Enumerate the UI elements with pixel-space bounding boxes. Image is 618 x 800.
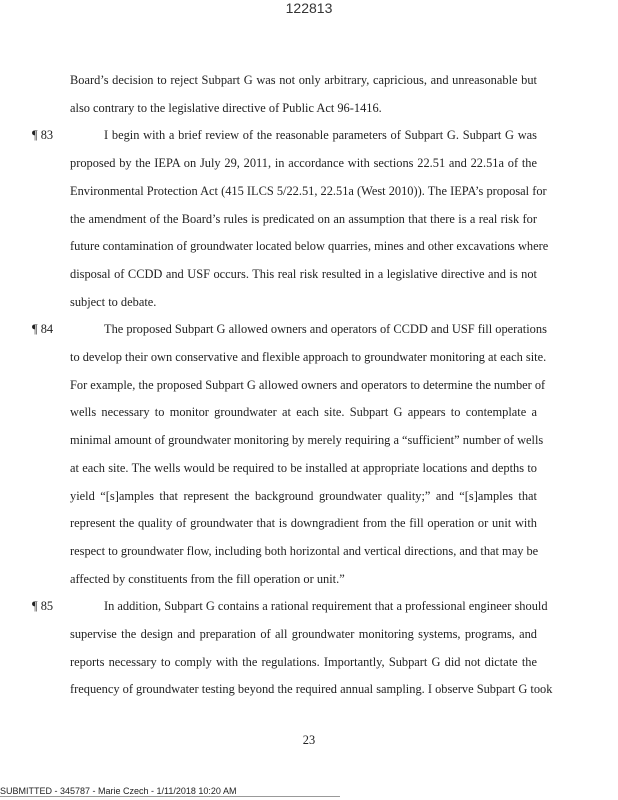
page-number: 23: [302, 733, 316, 747]
text-line: I begin with a brief review of the reasonable parameters of Subpart G. Subpart G was: [104, 128, 537, 143]
text-line: For example, the proposed Subpart G allowed owners and operators to determine the number of: [70, 377, 546, 392]
submission-stamp: SUBMITTED - 345787 - Marie Czech - 1/11/2018 10:20 AM: [0, 786, 340, 797]
text-line: disposal of CCDD and USF occurs. This real risk resulted in a legislative directive and is not: [70, 266, 537, 281]
text-line: frequency of groundwater testing beyond the required annual sampling. I observe Subpart G took: [70, 682, 553, 697]
text-line: also contrary to the legislative directive of Public Act 96-1416.: [70, 100, 382, 115]
text-line: The proposed Subpart G allowed owners and operators of CCDD and USF fill operations: [104, 322, 547, 337]
paragraph-number: ¶ 85: [32, 599, 54, 614]
text-line: supervise the design and preparation of all groundwater monitoring systems, programs, and: [70, 627, 537, 641]
text-line: yield “[s]amples that represent the background groundwater quality;” and “[s]amples that: [70, 488, 537, 503]
text-line: wells necessary to monitor groundwater at each site. Subpart G appears to contemplate a: [70, 405, 537, 420]
text-line: affected by constituents from the fill operation or unit.”: [70, 571, 345, 586]
paragraph-number: ¶ 84: [32, 322, 54, 337]
text-line: minimal amount of groundwater monitoring by merely requiring a “sufficient” number of wells: [70, 433, 544, 448]
text-line: to develop their own conservative and flexible approach to groundwater monitoring at each site.: [70, 350, 547, 364]
text-line: proposed by the IEPA on July 29, 2011, in accordance with sections 22.51 and 22.51a of the: [70, 156, 537, 171]
text-line: In addition, Subpart G contains a rational requirement that a professional engineer should: [104, 599, 548, 614]
text-line: subject to debate.: [70, 294, 157, 309]
text-line: at each site. The wells would be required to be installed at appropriate locations and depths to: [70, 460, 537, 475]
text-line: represent the quality of groundwater that is downgradient from the fill operation or unit with: [70, 516, 537, 531]
document-number: 122813: [285, 0, 333, 16]
text-line: Environmental Protection Act (415 ILCS 5/22.51, 22.51a (West 2010)). The IEPA’s proposal for: [70, 183, 547, 198]
paragraph-number: ¶ 83: [32, 128, 54, 143]
text-line: respect to groundwater flow, including both horizontal and vertical directions, and that may be: [70, 543, 539, 558]
text-line: the amendment of the Board’s rules is predicated on an assumption that there is a real risk for: [70, 211, 537, 226]
text-line: Board’s decision to reject Subpart G was not only arbitrary, capricious, and unreasonable but: [70, 73, 537, 87]
text-line: reports necessary to comply with the regulations. Importantly, Subpart G did not dictate the: [70, 654, 537, 669]
text-line: future contamination of groundwater located below quarries, mines and other excavations where: [70, 239, 549, 254]
